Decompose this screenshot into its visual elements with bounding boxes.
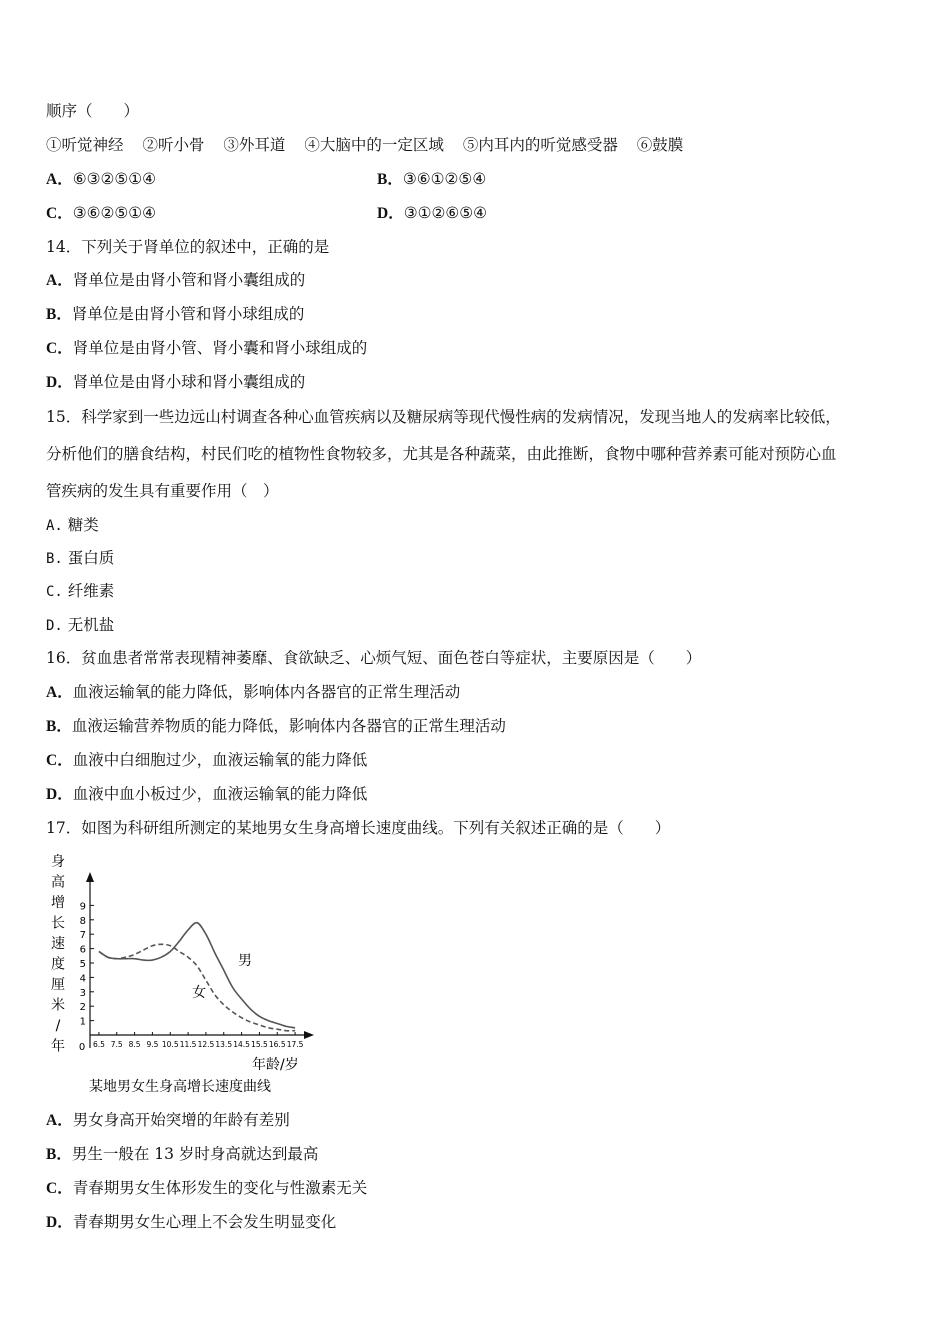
q16-option-d: D．血液中血小板过少，血液运输氧的能力降低	[46, 785, 368, 803]
q15-stem-line: 15．科学家到一些边远山村调查各种心血管疾病以及糖尿病等现代慢性病的发病情况，发现当地人的发病率比较低，	[46, 408, 841, 426]
chart-x-tick-label: 12.5	[197, 1040, 215, 1049]
growth-rate-chart	[40, 848, 320, 1100]
q13-item: ③外耳道	[223, 136, 286, 154]
chart-y-label-char: 高	[51, 874, 65, 891]
chart-x-tick-label: 6.5	[92, 1040, 105, 1049]
chart-x-tick-label: 11.5	[179, 1040, 197, 1049]
chart-x-tick-label: 17.5	[286, 1040, 304, 1049]
q13-item: ④大脑中的一定区域	[304, 136, 444, 154]
chart-title: 某地男女生身高增长速度曲线	[89, 1079, 271, 1095]
chart-origin-label: 0	[78, 1042, 86, 1053]
chart-y-label-char: 速	[51, 936, 65, 952]
q15-option-b: B. 蛋白质	[46, 549, 115, 567]
chart-y-label-char: /	[55, 1018, 61, 1034]
q13-option-b: B．③⑥①②⑤④	[377, 170, 487, 188]
q13-item: ②听小骨	[142, 136, 205, 154]
q17-option-a: A．男女身高开始突增的年龄有差别	[46, 1111, 290, 1129]
chart-y-label-char: 度	[51, 956, 65, 973]
q16-stem: 16．贫血患者常常表现精神萎靡、食欲缺乏、心烦气短、面色苍白等症状，主要原因是（ ）	[46, 649, 702, 667]
chart-series-label-girl: 女	[192, 985, 206, 1001]
q13-option-c: C．③⑥②⑤①④	[46, 204, 157, 222]
chart-x-tick-label: 16.5	[268, 1040, 286, 1049]
chart-series-label-boy: 男	[238, 953, 252, 969]
chart-y-label-char: 厘	[51, 977, 65, 993]
chart-y-tick-label: 9	[79, 901, 86, 913]
chart-x-tick-label: 7.5	[110, 1040, 123, 1049]
chart-y-axis-arrow	[86, 872, 94, 882]
q13-item: ⑥鼓膜	[636, 136, 684, 154]
q17-stem: 17．如图为科研组所测定的某地男女生身高增长速度曲线。下列有关叙述正确的是（ ）	[46, 819, 671, 837]
q17-option-d: D．青春期男女生心理上不会发生明显变化	[46, 1213, 337, 1231]
q13-item: ①听觉神经	[46, 136, 124, 154]
chart-y-label-char: 身	[51, 854, 65, 870]
chart-y-tick-label: 3	[79, 987, 86, 999]
q13-item: ⑤内耳内的听觉感受器	[462, 136, 618, 154]
chart-y-tick-label: 1	[79, 1016, 86, 1028]
q14-stem: 14．下列关于肾单位的叙述中，正确的是	[46, 238, 330, 256]
q15-option-c: C. 纤维素	[46, 582, 115, 600]
q14-option-c: C．肾单位是由肾小管、肾小囊和肾小球组成的	[46, 339, 368, 357]
chart-y-label	[51, 854, 65, 1055]
q13-items	[46, 135, 683, 155]
q16-option-b: B．血液运输营养物质的能力降低，影响体内各器官的正常生理活动	[46, 717, 506, 735]
chart-y-label-char: 年	[51, 1038, 65, 1055]
chart-y-tick-label: 7	[79, 930, 86, 942]
chart-x-label: 年龄/岁	[252, 1057, 299, 1073]
q16-option-c: C．血液中白细胞过少，血液运输氧的能力降低	[46, 751, 368, 769]
chart-y-tick-label: 6	[79, 944, 86, 956]
q15-stem-line: 管疾病的发生具有重要作用（ ）	[46, 482, 279, 500]
chart-y-tick-label: 2	[79, 1002, 86, 1014]
chart-x-axis-arrow	[304, 1031, 314, 1039]
q13-stem-tail: 顺序（ ）	[46, 102, 140, 120]
chart-series-boy	[99, 923, 295, 1028]
chart-y-label-char: 米	[51, 997, 65, 1014]
q17-option-b: B．男生一般在 13 岁时身高就达到最高	[46, 1145, 319, 1163]
q14-option-a: A．肾单位是由肾小管和肾小囊组成的	[46, 271, 306, 289]
q14-option-b: B．肾单位是由肾小管和肾小球组成的	[46, 305, 305, 323]
q15-option-a: A. 糖类	[46, 516, 99, 534]
q16-option-a: A．血液运输氧的能力降低，影响体内各器官的正常生理活动	[46, 683, 461, 701]
chart-x-tick-label: 14.5	[233, 1040, 250, 1049]
chart-x-tick-label: 9.5	[146, 1040, 159, 1049]
q15-option-d: D. 无机盐	[46, 616, 115, 634]
chart-x-tick-label: 15.5	[251, 1040, 268, 1049]
chart-y-tick-label: 4	[79, 973, 86, 985]
q13-option-d: D．③①②⑥⑤④	[377, 204, 488, 222]
q17-option-c: C．青春期男女生体形发生的变化与性激素无关	[46, 1179, 368, 1197]
chart-y-tick-label: 5	[79, 959, 86, 970]
chart-y-label-char: 长	[51, 915, 65, 932]
chart-x-tick-label: 13.5	[215, 1040, 233, 1049]
q15-stem-line: 分析他们的膳食结构，村民们吃的植物性食物较多，尤其是各种蔬菜，由此推断，食物中哪种营养素可能对预防心血	[46, 445, 837, 463]
chart-x-tick-label: 10.5	[161, 1040, 179, 1049]
q13-option-a: A．⑥③②⑤①④	[46, 170, 157, 188]
chart-y-tick-label: 8	[79, 915, 86, 927]
q14-option-d: D．肾单位是由肾小球和肾小囊组成的	[46, 373, 306, 391]
chart-y-label-char: 增	[51, 895, 65, 911]
chart-x-tick-label: 8.5	[128, 1040, 141, 1049]
